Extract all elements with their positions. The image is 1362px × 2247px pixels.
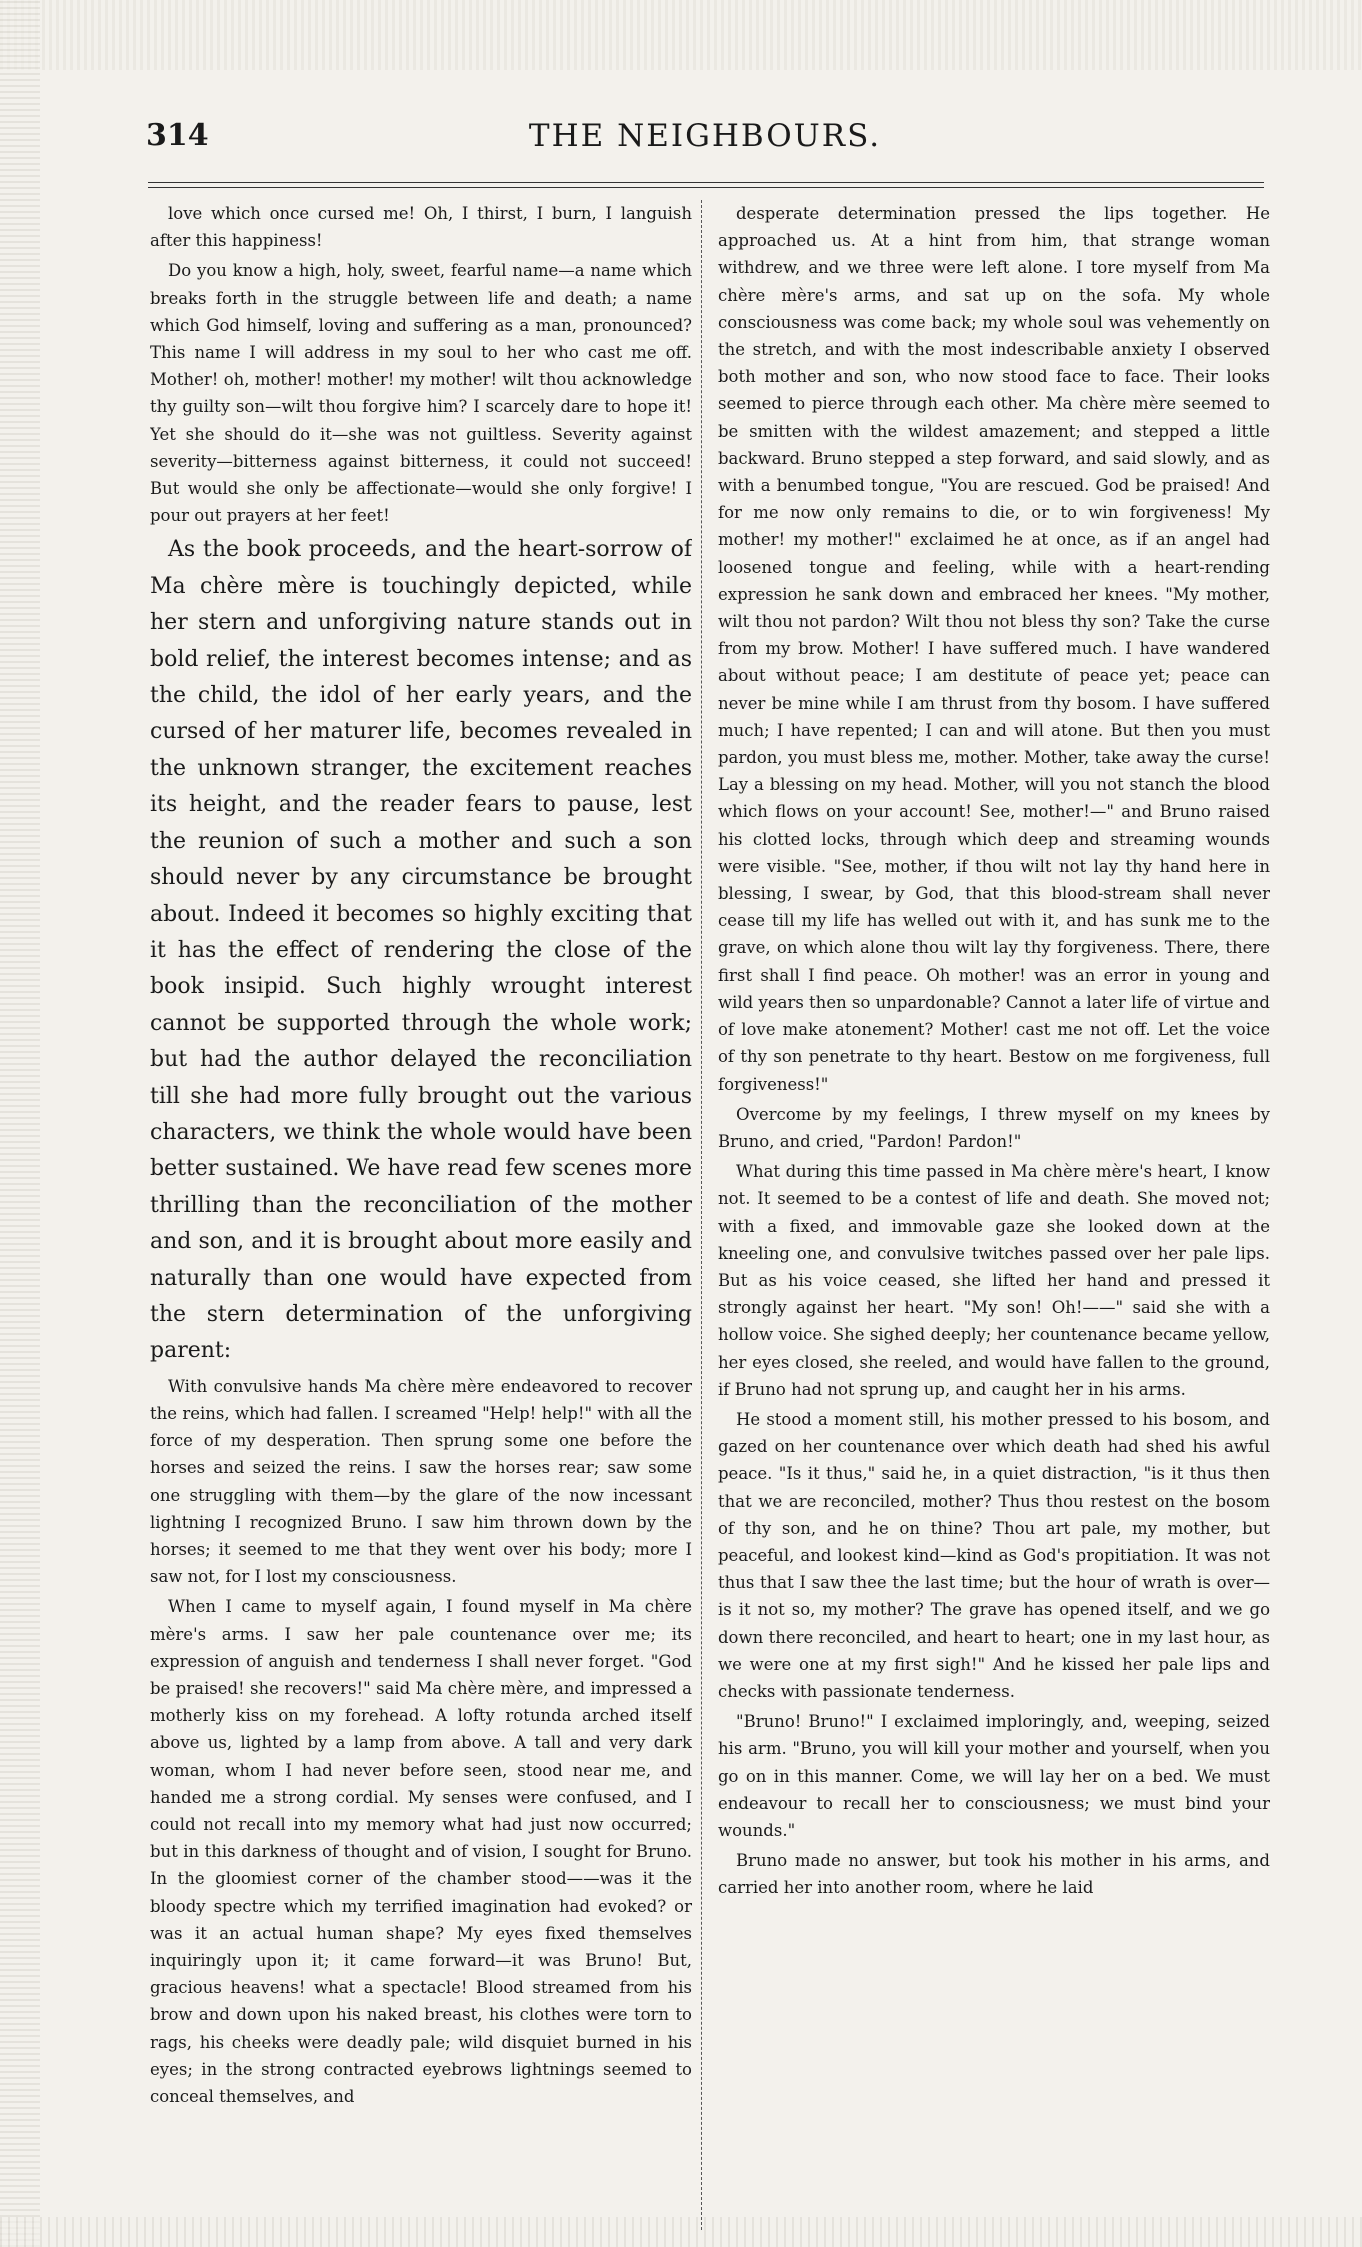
right-column xyxy=(718,200,1270,2240)
running-title: THE NEIGHBOURS. xyxy=(528,118,882,154)
paragraph: love which once cursed me! Oh, I thirst, I burn, I languish after this happiness! xyxy=(150,204,692,251)
paragraph: He stood a moment still, his mother pressed to his bosom, and gazed on her countenance over which death had shed his awful peace. "Is it thus," said he, in a quiet distraction, "is it thus then that we are reconciled, mother? Thus thou restest on the bosom of thy son, and he on thine? Thou art pale, my mother, but peaceful, and lookest kind—kind as God's propitiation. It was not thus that I saw thee the last time; but the hour of wrath is over—is it not so, my mother? The grave has opened itself, and we go down there reconciled, and heart to heart; one in my last hour, as we were one at my first sigh!" And he kissed her pale lips and checks with passionate tenderness. xyxy=(718,1409,1270,1701)
paragraph: When I came to myself again, I found myself in Ma chère mère's arms. I saw her pale countenance over me; its expression of anguish and tenderness I shall never forget. "God be praised! she recovers!" said Ma chère mère, and impressed a motherly kiss on my forehead. A lofty rotunda arched itself above us, lighted by a lamp from above. A tall and very dark woman, whom I had never before seen, stood near me, and handed me a strong cordial. My senses were confused, and I could not recall into my memory what had just now occurred; but in this darkness of thought and of vision, I sought for Bruno. In the gloomiest corner of the chamber stood——was it the bloody spectre which my terrified imagination had evoked? or was it an actual human shape? My eyes fixed themselves inquiringly upon it; it came forward—it was Bruno! But, gracious heavens! what a spectacle! Blood streamed from his brow and down upon his naked breast, his clothes were torn to rags, his cheeks were deadly pale; wild disquiet burned in his eyes; in the strong contracted eyebrows lightnings seemed to conceal themselves, and xyxy=(150,1597,692,2107)
paragraph: Overcome by my feelings, I threw myself on my knees by Bruno, and cried, "Pardon! Pardon!" xyxy=(718,1104,1270,1151)
paragraph: What during this time passed in Ma chère mère's heart, I know not. It seemed to be a contest of life and death. She moved not; with a fixed, and immovable gaze she looked down at the kneeling one, and convulsive twitches passed over her pale lips. But as his voice ceased, she lifted her hand and pressed it strongly against her heart. "My son! Oh!——" said she with a hollow voice. She sighed deeply; her countenance became yellow, her eyes closed, she reeled, and would have fallen to the ground, if Bruno had not sprung up, and caught her in his arms. xyxy=(718,1162,1270,1399)
scan-noise-top xyxy=(0,0,1362,70)
paragraph: "Bruno! Bruno!" I exclaimed imploringly, and, weeping, seized his arm. "Bruno, you will kill your mother and yourself, when you go on in this manner. Come, we will lay her on a bed. We must endeavour to recall her to consciousness; we must bind your wounds." xyxy=(718,1712,1270,1840)
left-column xyxy=(150,200,692,2240)
paragraph: Bruno made no answer, but took his mother in his arms, and carried her into another room, where he laid xyxy=(718,1851,1270,1898)
page-number: 314 xyxy=(146,118,209,153)
paragraph: With convulsive hands Ma chère mère endeavored to recover the reins, which had fallen. I screamed "Help! help!" with all the force of my desperation. Then sprung some one before the horses and seized the reins. I saw the horses rear; saw some one struggling with them—by the glare of the now incessant lightning I recognized Bruno. I saw him thrown down by the horses; it seemed to me that they went over his body; more I saw not, for I lost my consciousness. xyxy=(150,1376,692,1587)
paragraph: As the book proceeds, and the heart-sorrow of Ma chère mère is touchingly depicted, while her stern and unforgiving nature stands out in bold relief, the interest becomes intense; and as the child, the idol of her early years, and the cursed of her maturer life, becomes revealed in the unknown stranger, the excitement reaches its height, and the reader fears to pause, lest the reunion of such a mother and such a son should never by any circumstance be brought about. Indeed it becomes so highly exciting that it has the effect of rendering the close of the book insipid. Such highly wrought interest cannot be supported through the whole work; but had the author delayed the reconciliation till she had more fully brought out the various characters, we think the whole would have been better sustained. We have read few scenes more thrilling than the reconciliation of the mother and son, and it is brought about more easily and naturally than one would have expected from the stern determination of the unforgiving parent: xyxy=(150,537,692,1364)
paragraph: desperate determination pressed the lips together. He approached us. At a hint from him, that strange woman withdrew, and we three were left alone. I tore myself from Ma chère mère's arms, and sat up on the sofa. My whole consciousness was come back; my whole soul was vehemently on the stretch, and with the most indescribable anxiety I observed both mother and son, who now stood face to face. Their looks seemed to pierce through each other. Ma chère mère seemed to be smitten with the wildest amazement; and stepped a little backward. Bruno stepped a step forward, and said slowly, and as with a benumbed tongue, "You are rescued. God be praised! And for me now only remains to die, or to win forgiveness! My mother! my mother!" exclaimed he at once, as if an angel had loosened tongue and feeling, while with a heart-rending expression he sank down and embraced her knees. "My mother, wilt thou not pardon? Wilt thou not bless thy son? Take the curse from my brow. Mother! I have suffered much. I have wandered about without peace; I am destitute of peace yet; peace can never be mine while I am thrust from thy bosom. I have suffered much; I have repented; I can and will atone. But then you must pardon, you must bless me, mother. Mother, take away the curse! Lay a blessing on my head. Mother, will you not stanch the blood which flows on your account! See, mother!—" and Bruno raised his clotted locks, through which deep and streaming wounds were visible. "See, mother, if thou wilt not lay thy hand here in blessing, I swear, by God, that this blood-stream shall never cease till my life has welled out with it, and has sunk me to the grave, on which alone thou wilt lay thy forgiveness. There, there first shall I find peace. Oh mother! was an error in young and wild years then so unpardonable? Cannot a later life of virtue and of love make atonement? Mother! cast me not off. Let the voice of thy son penetrate to thy heart. Bestow on me forgiveness, full forgiveness!" xyxy=(718,204,1270,1094)
header-rule xyxy=(148,182,1264,188)
scan-noise-left xyxy=(0,0,40,2247)
paragraph: Do you know a high, holy, sweet, fearful name—a name which breaks forth in the struggle between life and death; a name which God himself, loving and suffering as a man, pronounced? This name I will address in my soul to her who cast me off. Mother! oh, mother! mother! my mother! wilt thou acknowledge thy guilty son—wilt thou forgive him? I scarcely dare to hope it! Yet she should do it—she was not guiltless. Severity against severity—bitterness against bitterness, it could not succeed! But would she only be affectionate—would she only forgive! I pour out prayers at her feet! xyxy=(150,261,692,526)
column-divider xyxy=(701,200,702,2230)
page-header xyxy=(140,118,1270,170)
